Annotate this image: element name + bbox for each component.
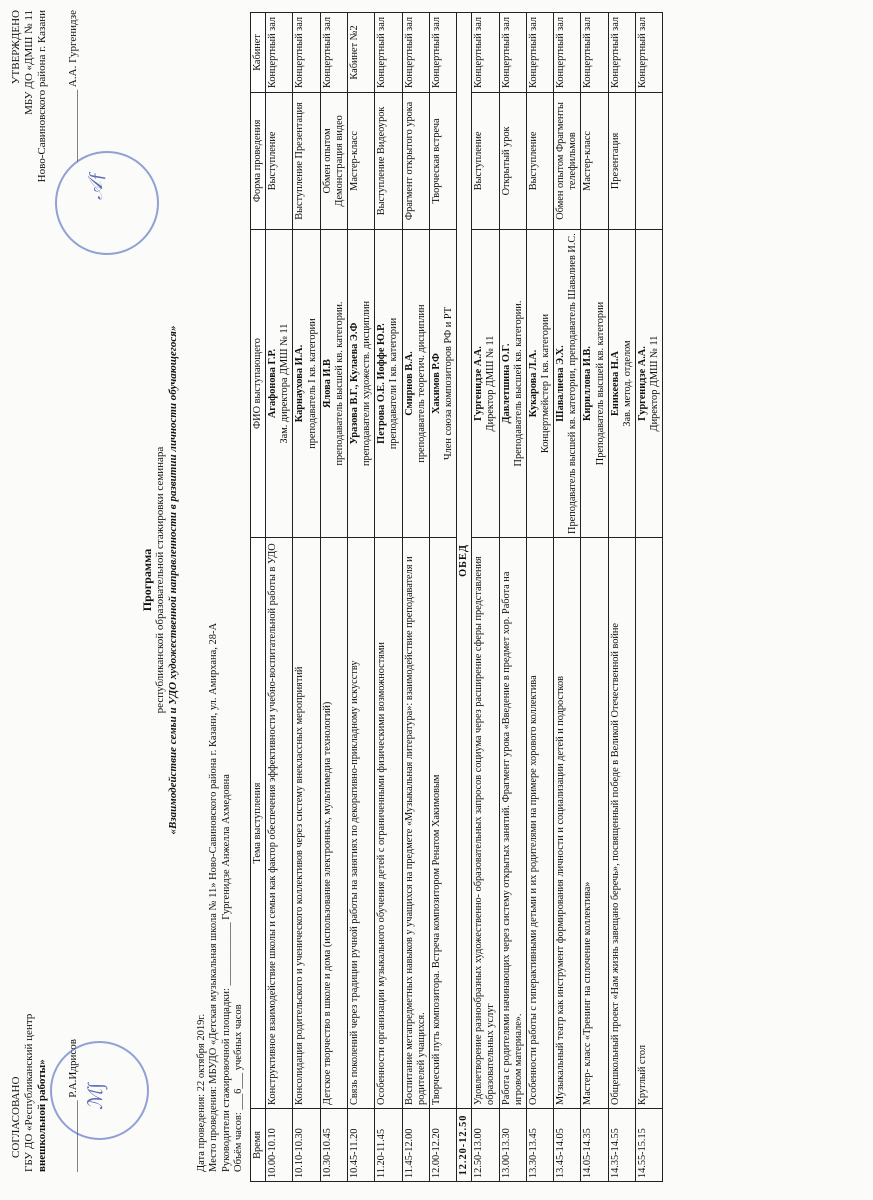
cell-speaker (293, 229, 320, 537)
table-row (266, 13, 293, 1182)
table-body (266, 13, 663, 1182)
cell-form: Выступление (526, 92, 553, 229)
cell-time: 13.00-13.30 (499, 1108, 526, 1181)
approval-right-line3: Ново-Савиновского района г. Казани (35, 10, 48, 183)
cell-speaker (429, 229, 456, 537)
approval-right-line2: МБУ ДО «ДМШ № 11 (22, 10, 35, 115)
program-table (250, 12, 663, 1182)
cell-time: 12.50-13.00 (472, 1108, 499, 1181)
approval-left-line1: СОГЛАСОВАНО (10, 1076, 22, 1158)
cell-form: Открытый урок (499, 92, 526, 229)
speaker-role: Зам. директора ДМШ № 11 (279, 323, 291, 444)
approval-left-line4: _____________ Р.А.Идрисов (66, 1039, 79, 1172)
cell-form (635, 92, 662, 229)
cell-room: Концертный зал (554, 13, 581, 93)
table-row (472, 13, 499, 1182)
cell-topic: Воспитание метапредметных навыков у учащихся на предмете «Музыкальная литература»: взаимодействие преподавателя и родителей учащихся. (402, 538, 429, 1109)
col-header-speaker: ФИО выступающего (251, 229, 266, 537)
cell-topic: Мастер- класс «Тренинг на сплочение коллектива» (581, 538, 608, 1109)
speaker-role: Преподаватель высшей кв. категории. (512, 300, 524, 467)
speaker-role: Концертмейстер I кв. категории (539, 313, 551, 454)
cell-speaker (635, 229, 662, 537)
approval-left-line2: ГБУ ДО «Республиканский центр (22, 1013, 35, 1172)
speaker-name: Смирнов В.А. (403, 351, 415, 416)
title-line1: Программа (140, 548, 154, 612)
speaker-name: Еникеева Н.А (609, 351, 621, 416)
cell-room: Концертный зал (499, 13, 526, 93)
speaker-role: преподаватели художеств. дисциплин (361, 301, 373, 467)
table-row (499, 13, 526, 1182)
speaker-name: Кукарова Л.А. (527, 349, 539, 418)
cell-time: 14.55-15.15 (635, 1108, 662, 1181)
cell-time: 11.20-11.45 (375, 1108, 402, 1181)
cell-room: Концертный зал (608, 13, 635, 93)
cell-form: Мастер-класс (347, 92, 374, 229)
speaker-role: Преподаватель высшей кв. категории (594, 301, 606, 466)
cell-speaker (608, 229, 635, 537)
col-header-topic: Тема выступления (251, 538, 266, 1109)
cell-topic: Удовлетворение разнообразных художественно- образовательных запросов социума через расширение сферы представления образовательных услуг (472, 538, 499, 1109)
event-volume: Объём часов: ___6___ учебных часов (233, 1004, 245, 1172)
cell-time: 12.20-12.50 (457, 1108, 472, 1181)
cell-time: 11.45-12.00 (402, 1108, 429, 1181)
cell-room: Концертный зал (266, 13, 293, 93)
cell-form: Презентация (608, 92, 635, 229)
speaker-name: Уразова В.Г., Кулаева Э.Ф (348, 322, 360, 445)
speaker-role: преподаватель теоретич. дисциплин (415, 304, 427, 463)
cell-speaker (526, 229, 553, 537)
speaker-name: Агафонова Г.Р. (267, 348, 279, 419)
cell-topic: Особенности организации музыкального обучения детей с ограниченными физическими возможностями (375, 538, 402, 1109)
speaker-name: Хакимов Р.Ф (430, 353, 442, 414)
cell-topic: Связь поколений через традиции ручной работы на занятиях по декоративно-прикладному искусству (347, 538, 374, 1109)
col-header-room: Кабинет (251, 13, 266, 93)
cell-room: Концертный зал (429, 13, 456, 93)
title-line3: «Взаимодействие семьи и УДО художественной направленности в развитии личности обучающегося» (167, 325, 180, 835)
cell-speaker (581, 229, 608, 537)
cell-speaker (499, 229, 526, 537)
speaker-role: Зав. метод. отделом (621, 340, 633, 427)
cell-topic: Конструктивное взаимодействие школы и семьи как фактор обеспечения эффективности учебно-воспитательной работы в УДО (266, 538, 293, 1109)
cell-room: Концертный зал (472, 13, 499, 93)
cell-form: Фрагмент открытого урока (402, 92, 429, 229)
table-row (347, 13, 374, 1182)
table-row (375, 13, 402, 1182)
table-row (526, 13, 553, 1182)
speaker-name: Петрова О.Е. Иоффе Ю.Р. (376, 323, 388, 444)
event-place: Место проведения: МБУДО «Детская музыкальная школа № 11» Ново-Савиновского района г. Казани, ул. Амирхана, 28-А (208, 622, 220, 1172)
cell-form: Мастер-класс (581, 92, 608, 229)
speaker-role: преподаватель I кв. категории (306, 318, 318, 449)
speaker-name: Ялова И.В (321, 359, 333, 408)
approval-right-line1: УТВЕРЖДЕНО (10, 10, 22, 85)
signature-right-icon: 𝒜ƒ (85, 171, 107, 200)
cell-topic: Работа с родителями начинающих через систему открытых занятий. Фрагмент урока «Введение в предмет хор. Работа на игровом материале». (499, 538, 526, 1109)
cell-room: Концертный зал (526, 13, 553, 93)
cell-form: Выступление Видеоурок (375, 92, 402, 229)
table-header-row (251, 13, 266, 1182)
cell-speaker (472, 229, 499, 537)
cell-time: 10.10-10.30 (293, 1108, 320, 1181)
cell-form: Творческая встреча (429, 92, 456, 229)
cell-time: 13.45-14.05 (554, 1108, 581, 1181)
cell-time: 13.30-13.45 (526, 1108, 553, 1181)
speaker-role: Директор ДМШ № 11 (649, 335, 661, 432)
cell-topic: Музыкальный театр как инструмент формирования личности и социализации детей и подростков (554, 538, 581, 1109)
cell-speaker (320, 229, 347, 537)
cell-room: Концертный зал (293, 13, 320, 93)
approval-right-line4: _____________ А.А. Гургенидзе (66, 10, 79, 162)
speaker-role: Член союза композиторов РФ и РТ (442, 307, 454, 461)
table-row (293, 13, 320, 1182)
cell-room: Концертный зал (581, 13, 608, 93)
cell-speaker (266, 229, 293, 537)
cell-topic: Круглый стол (635, 538, 662, 1109)
table-row (581, 13, 608, 1182)
col-header-time: Время (251, 1108, 266, 1181)
cell-speaker (402, 229, 429, 537)
cell-topic: Особенности работы с гиперактивными детьми и их родителями на примере хорового коллектива (526, 538, 553, 1109)
cell-room: Концертный зал (402, 13, 429, 93)
signature-left-icon: ℳ∫ (85, 1083, 107, 1110)
cell-topic: Творческий путь композитора. Встреча композитором Ренатом Хакимовым (429, 538, 456, 1109)
speaker-name: Карнаухова И.А. (294, 344, 306, 423)
cell-form: Обмен опытом Демонстрация видео (320, 92, 347, 229)
cell-time: 10.45-11.20 (347, 1108, 374, 1181)
table-row (402, 13, 429, 1182)
cell-time: 10.00-10.10 (266, 1108, 293, 1181)
speaker-role: Преподаватель высшей кв. категории, преподаватель Шавалиев И.С. (567, 233, 579, 534)
speaker-role: преподаватель высшей кв. категории. (333, 301, 345, 466)
lunch-row (457, 13, 472, 1182)
cell-form: Выступление (472, 92, 499, 229)
cell-form: Выступление (266, 92, 293, 229)
table-row (429, 13, 456, 1182)
speaker-name: Шавалиева Э.Х. (555, 345, 567, 422)
document-title (140, 260, 180, 900)
cell-time: 12.00-12.20 (429, 1108, 456, 1181)
cell-topic: Детское творчество в школе и дома (использование электронных, мультимедиа технологий) (320, 538, 347, 1109)
table-row (608, 13, 635, 1182)
col-header-form: Форма проведения (251, 92, 266, 229)
table-row (635, 13, 662, 1182)
cell-time: 14.05-14.35 (581, 1108, 608, 1181)
approval-left-line3: внешкольной работы» (35, 1059, 48, 1172)
speaker-name: Кириллова И.В. (582, 346, 594, 421)
table-row (554, 13, 581, 1182)
stamp-right (55, 151, 159, 255)
speaker-role: Директор ДМШ № 11 (485, 335, 497, 432)
cell-topic: Общешкольный проект «Нам жизнь завещано беречь», посвященный победе в Великой Отечественной войне (608, 538, 635, 1109)
speaker-role: преподаватели I кв. категории (388, 317, 400, 450)
cell-room: Концертный зал (635, 13, 662, 93)
table-row (320, 13, 347, 1182)
cell-speaker (347, 229, 374, 537)
speaker-name: Гургенидзе А.А. (473, 346, 485, 421)
speaker-name: Гургенидзе А.А. (636, 346, 648, 421)
cell-lunch: ОБЕД (457, 13, 472, 1109)
cell-form: Выступление Презентация (293, 92, 320, 229)
cell-speaker (554, 229, 581, 537)
cell-topic: Консолидация родительского и ученического коллективов через систему внеклассных мероприятий (293, 538, 320, 1109)
cell-room: Концертный зал (320, 13, 347, 93)
speaker-name: Давлетшина О.Г. (500, 343, 512, 424)
cell-time: 10.30-10.45 (320, 1108, 347, 1181)
cell-form: Обмен опытом Фрагменты телефильмов (554, 92, 581, 229)
title-line2: республиканской образовательной стажировки семинара (154, 446, 167, 714)
cell-room: Кабинет №2 (347, 13, 374, 93)
cell-room: Концертный зал (375, 13, 402, 93)
cell-speaker (375, 229, 402, 537)
event-date: Дата проведения: 22 октября 2019г. (196, 1013, 207, 1172)
cell-time: 14.35-14.55 (608, 1108, 635, 1181)
event-info (196, 372, 246, 1172)
event-leader: Руководители стажировочной площадки: ____________ Гургенидзе Анжелла Ахмедовна (220, 774, 232, 1172)
